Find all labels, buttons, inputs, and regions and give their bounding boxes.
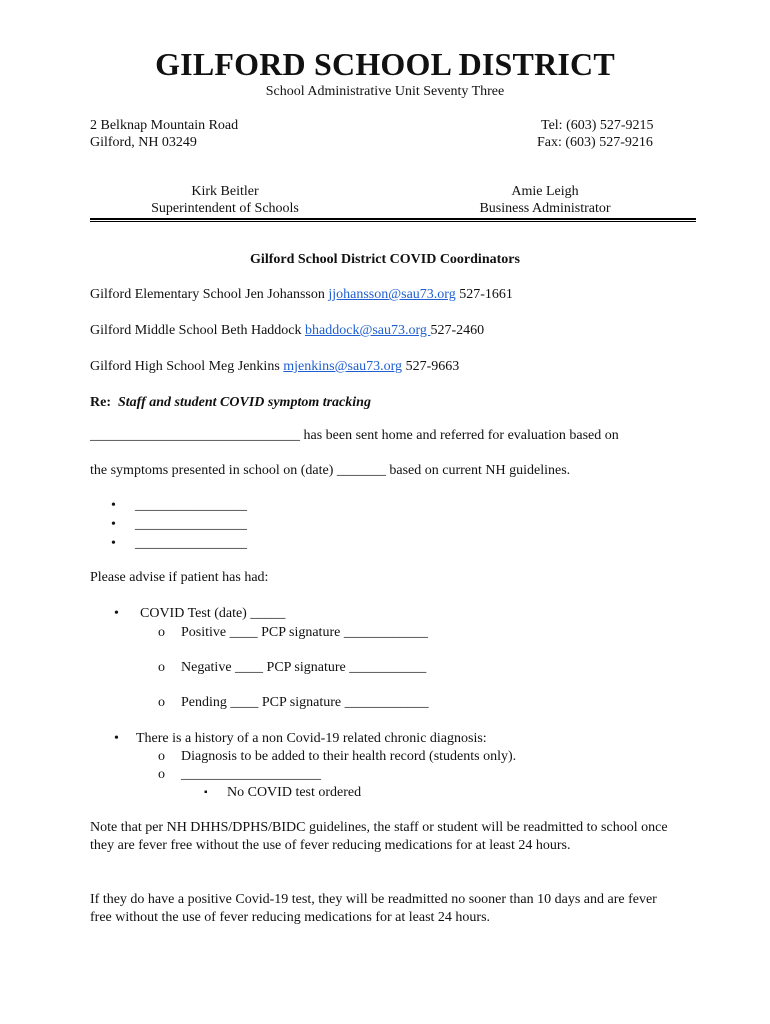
fax: Fax: (603) 527-9216 [537, 135, 653, 150]
email-link-high[interactable]: mjenkins@sau73.org [283, 359, 403, 374]
advise-line: Please advise if patient has had: [90, 570, 269, 585]
coordinator-label: Gilford Elementary School Jen Johansson [90, 287, 329, 302]
option-pending: Pending ____ PCP signature ____________ [181, 695, 429, 710]
square-bullet-icon: ▪ [204, 787, 208, 798]
district-title: GILFORD SCHOOL DISTRICT [155, 46, 615, 82]
diagnosis-blank[interactable]: ____________________ [181, 767, 321, 782]
business-admin-role: Business Administrator [479, 201, 611, 216]
bullet-icon: • [114, 731, 119, 746]
superintendent-name: Kirk Beitler [191, 184, 259, 199]
positive-test-note: If they do have a positive Covid-19 test, they will be readmitted no sooner than 10 days and are fever free without the use of fever reducing medications for at least 24 hours. [90, 892, 657, 925]
option-positive: Positive ____ PCP signature ____________ [181, 625, 428, 640]
coordinator-phone: 527-1661 [455, 287, 513, 302]
covid-test-line: COVID Test (date) _____ [140, 606, 286, 621]
bullet-icon: • [114, 606, 119, 621]
bullet-icon: • [111, 536, 116, 551]
coordinator-label: Gilford High School Meg Jenkins [90, 359, 284, 374]
circle-bullet-icon: o [158, 749, 165, 764]
email-link-elementary[interactable]: jjohansson@sau73.org [328, 287, 456, 302]
no-test-line: No COVID test ordered [227, 785, 362, 800]
bullet-icon: • [111, 517, 116, 532]
header-divider-thick [90, 218, 696, 220]
history-line: There is a history of a non Covid-19 related chronic diagnosis: [136, 731, 487, 746]
district-subtitle: School Administrative Unit Seventy Three [265, 84, 505, 99]
address-line2: Gilford, NH 03249 [90, 135, 197, 150]
re-subject: Staff and student COVID symptom tracking [118, 395, 371, 410]
circle-bullet-icon: o [158, 767, 165, 782]
coordinator-phone: 527-2460 [430, 323, 485, 338]
header-divider-thin [90, 221, 696, 222]
coordinator-high [90, 358, 459, 375]
superintendent-role: Superintendent of Schools [151, 201, 299, 216]
circle-bullet-icon: o [158, 660, 165, 675]
symptom-blank-2[interactable]: ________________ [135, 517, 247, 532]
readmission-note: Note that per NH DHHS/DPHS/BIDC guidelines, the staff or student will be readmitted to school once they are fever free without the use of fever reducing medications for at least 24 hours. [90, 820, 668, 853]
coordinator-phone: 527-9663 [402, 359, 460, 374]
address-line1: 2 Belknap Mountain Road [90, 118, 239, 133]
re-label: Re: [90, 395, 111, 410]
telephone: Tel: (603) 527-9215 [541, 118, 654, 133]
coordinator-elementary [90, 286, 513, 303]
re-line [90, 394, 371, 411]
sent-home-text: has been sent home and referred for evaluation based on [300, 428, 619, 443]
name-blank[interactable]: ______________________________ [90, 428, 300, 443]
symptoms-line: the symptoms presented in school on (date) _______ based on current NH guidelines. [90, 463, 571, 478]
coordinator-label: Gilford Middle School Beth Haddock [90, 323, 306, 338]
symptom-blank-1[interactable]: ________________ [135, 498, 247, 513]
symptom-blank-3[interactable]: ________________ [135, 536, 247, 551]
circle-bullet-icon: o [158, 625, 165, 640]
circle-bullet-icon: o [158, 695, 165, 710]
coordinator-middle [90, 322, 484, 339]
sent-home-line [90, 427, 619, 444]
bullet-icon: • [111, 498, 116, 513]
email-link-middle[interactable]: bhaddock@sau73.org [305, 323, 431, 338]
diagnosis-line: Diagnosis to be added to their health record (students only). [181, 749, 517, 764]
option-negative: Negative ____ PCP signature ___________ [181, 660, 427, 675]
coordinators-heading: Gilford School District COVID Coordinators [250, 252, 520, 267]
business-admin-name: Amie Leigh [511, 184, 579, 199]
